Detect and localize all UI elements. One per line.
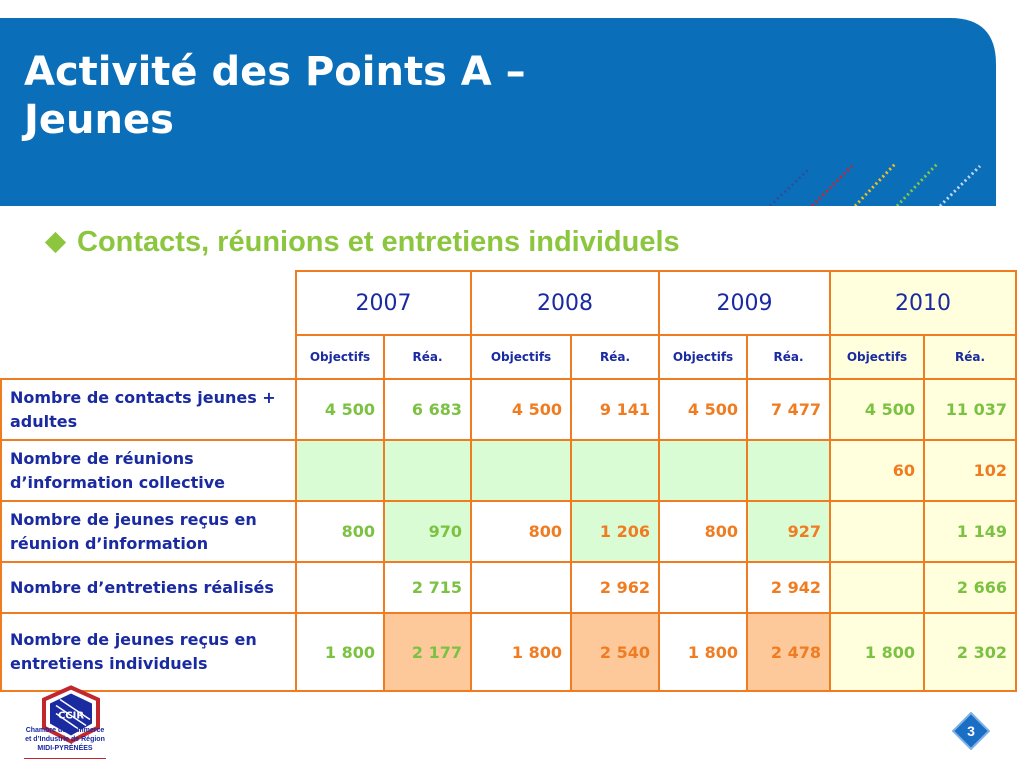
table-cell: 2 478 xyxy=(747,613,830,691)
row-label: Nombre de jeunes reçus en entretiens individuels xyxy=(1,613,296,691)
table-cell: 1 800 xyxy=(471,613,571,691)
title-line-1: Activité des Points A – xyxy=(24,49,526,95)
table-cell: 9 141 xyxy=(571,379,659,440)
section-heading xyxy=(48,224,680,260)
table-cell: 2 942 xyxy=(747,562,830,613)
row-label: Nombre de réunions d’information collective xyxy=(1,440,296,501)
table-cell: 2 715 xyxy=(384,562,471,613)
table-cell xyxy=(571,440,659,501)
table-cell xyxy=(471,562,571,613)
year-header-2008: 2008 xyxy=(471,271,659,335)
table-cell: 11 037 xyxy=(924,379,1016,440)
table-cell xyxy=(659,440,747,501)
title-line-2: Jeunes xyxy=(24,97,174,143)
table-row xyxy=(1,379,1016,440)
page-title xyxy=(24,48,526,144)
table-cell xyxy=(471,440,571,501)
subheader-rea: Réa. xyxy=(924,335,1016,379)
subheader-objectifs: Objectifs xyxy=(830,335,924,379)
table-cell: 927 xyxy=(747,501,830,562)
logo-line-3: MIDI-PYRÉNÉES xyxy=(37,745,93,752)
table-corner xyxy=(1,271,296,379)
logo-line-2: et d’Industrie de Région xyxy=(25,736,105,743)
subheader-rea: Réa. xyxy=(571,335,659,379)
table-cell: 970 xyxy=(384,501,471,562)
table-cell xyxy=(296,440,384,501)
logo-line-1: Chambre de Commerce xyxy=(25,727,105,734)
table-cell: 800 xyxy=(471,501,571,562)
table-cell: 4 500 xyxy=(471,379,571,440)
table-row xyxy=(1,613,1016,691)
year-header-2010: 2010 xyxy=(830,271,1016,335)
svg-text:CCIR: CCIR xyxy=(57,710,85,722)
row-label: Nombre de contacts jeunes + adultes xyxy=(1,379,296,440)
table-cell: 2 302 xyxy=(924,613,1016,691)
table-cell: 800 xyxy=(296,501,384,562)
table-cell: 2 666 xyxy=(924,562,1016,613)
activity-table xyxy=(0,270,1017,692)
year-header-2009: 2009 xyxy=(659,271,830,335)
table-row xyxy=(1,501,1016,562)
cci-logo-text xyxy=(10,726,120,753)
subheader-objectifs: Objectifs xyxy=(471,335,571,379)
table-cell: 4 500 xyxy=(296,379,384,440)
table-cell: 2 962 xyxy=(571,562,659,613)
table-cell: 2 177 xyxy=(384,613,471,691)
subheader-objectifs: Objectifs xyxy=(296,335,384,379)
row-label: Nombre d’entretiens réalisés xyxy=(1,562,296,613)
table-cell: 4 500 xyxy=(830,379,924,440)
table-cell xyxy=(659,562,747,613)
table-cell: 6 683 xyxy=(384,379,471,440)
subheader-rea: Réa. xyxy=(384,335,471,379)
subheader-objectifs: Objectifs xyxy=(659,335,747,379)
section-heading-text: Contacts, réunions et entretiens individuels xyxy=(77,226,680,258)
table-cell: 2 540 xyxy=(571,613,659,691)
table-row xyxy=(1,562,1016,613)
table-cell: 1 800 xyxy=(830,613,924,691)
table-cell: 800 xyxy=(659,501,747,562)
row-label: Nombre de jeunes reçus en réunion d’information xyxy=(1,501,296,562)
table-cell: 102 xyxy=(924,440,1016,501)
table-cell: 4 500 xyxy=(659,379,747,440)
table-cell xyxy=(830,501,924,562)
logo-underline xyxy=(24,758,106,759)
table-cell xyxy=(830,562,924,613)
table-cell xyxy=(296,562,384,613)
table-cell: 1 800 xyxy=(296,613,384,691)
table-cell: 60 xyxy=(830,440,924,501)
year-header-2007: 2007 xyxy=(296,271,471,335)
table-cell: 1 149 xyxy=(924,501,1016,562)
page-number: 3 xyxy=(967,723,975,739)
diamond-bullet-icon xyxy=(45,231,66,252)
table-row xyxy=(1,440,1016,501)
table-cell xyxy=(384,440,471,501)
table-cell xyxy=(747,440,830,501)
subheader-rea: Réa. xyxy=(747,335,830,379)
table-cell: 1 800 xyxy=(659,613,747,691)
table-cell: 7 477 xyxy=(747,379,830,440)
table-cell: 1 206 xyxy=(571,501,659,562)
